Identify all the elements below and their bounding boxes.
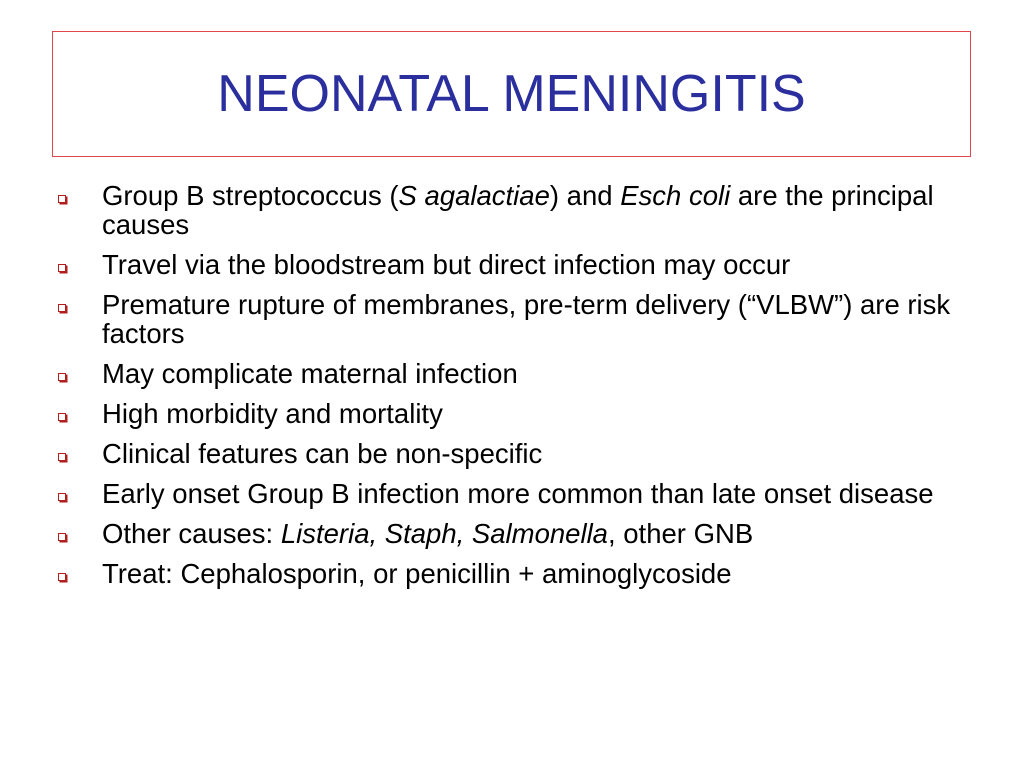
text-segment: Other causes: [102,518,281,549]
bullet-text [102,398,443,429]
text-segment: May complicate maternal infection [102,358,518,389]
bullet-text [102,358,518,389]
text-segment: High morbidity and mortality [102,398,443,429]
square-bullet-icon [58,493,66,501]
square-bullet-icon [58,533,66,541]
slide-title: NEONATAL MENINGITIS [217,65,806,123]
bullet-text [102,478,934,509]
text-segment: Travel via the bloodstream but direct infection may occur [102,249,791,280]
bullet-item [58,479,978,508]
italic-text-segment: Esch coli [620,180,731,211]
bullet-item [58,290,978,348]
bullet-text [102,558,732,589]
title-box [52,31,971,157]
bullet-item [58,399,978,428]
italic-text-segment: Listeria, Staph, Salmonella [280,518,608,549]
bullet-item [58,250,978,279]
square-bullet-icon [58,264,66,272]
square-bullet-icon [58,573,66,581]
text-segment: ) and [549,180,621,211]
text-segment: Clinical features can be non-specific [102,438,543,469]
square-bullet-icon [58,373,66,381]
bullet-item [58,559,978,588]
square-bullet-icon [58,195,66,203]
bullet-text [102,180,934,240]
bullet-text [102,518,753,549]
bullet-item [58,359,978,388]
text-segment: Group B streptococcus ( [102,180,399,211]
square-bullet-icon [58,304,66,312]
text-segment: Treat: Cephalosporin, or penicillin + aminoglycoside [102,558,732,589]
bullet-text [102,249,790,280]
italic-text-segment: S agalactiae [398,180,550,211]
text-segment: are the principal causes [102,180,934,240]
text-segment: Early onset Group B infection more common than late onset disease [102,478,934,509]
bullet-text [102,289,950,349]
bullet-text [102,438,542,469]
square-bullet-icon [58,413,66,421]
text-segment: Premature rupture of membranes, pre-term delivery (“VLBW”) are risk factors [102,289,951,349]
text-segment: , other GNB [607,518,754,549]
bullet-item [58,519,978,548]
bullet-item [58,439,978,468]
bullet-item [58,181,978,239]
square-bullet-icon [58,453,66,461]
bullet-list [58,181,978,599]
